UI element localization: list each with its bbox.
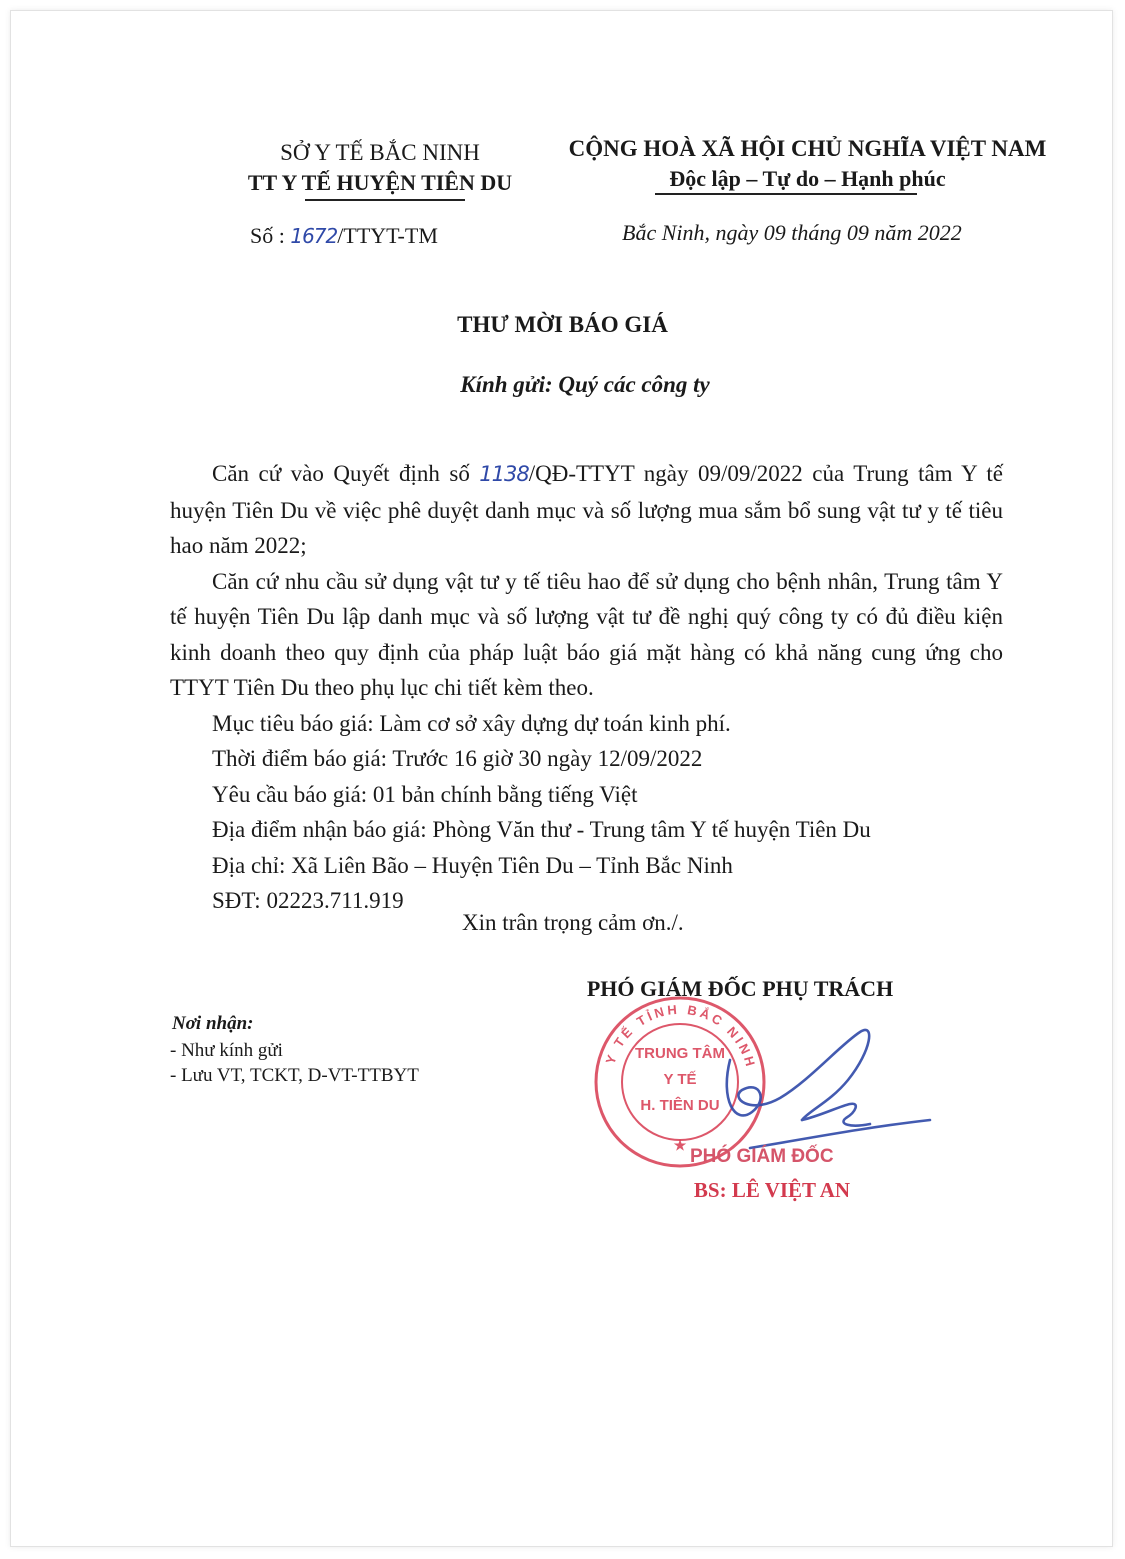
org-name: TT Y TẾ HUYỆN TIÊN DU xyxy=(247,170,513,195)
issuer-underline xyxy=(305,199,465,201)
decision-number-handwritten: 1138 xyxy=(479,462,529,486)
phone-line: SĐT: 02223.711.919 xyxy=(212,888,404,913)
seal-line-3: H. TIÊN DU xyxy=(640,1097,720,1114)
doc-number-handwritten: 1672 xyxy=(290,224,338,248)
issuer-block xyxy=(195,138,565,198)
p1-text-before: Căn cứ vào Quyết định số xyxy=(212,461,480,486)
signer-name: BS: LÊ VIỆT AN xyxy=(693,1178,851,1202)
recipient-item: - Lưu VT, TCKT, D-VT-TTBYT xyxy=(170,1065,419,1086)
seal-line-2: Y TẾ xyxy=(663,1071,697,1088)
paragraph-1 xyxy=(170,456,1003,564)
org-parent: SỞ Y TẾ BẮC NINH xyxy=(280,140,480,165)
country-name: CỘNG HOÀ XÃ HỘI CHỦ NGHĨA VIỆT NAM xyxy=(568,136,1047,161)
doc-number-prefix: Số : xyxy=(250,223,291,248)
closing-line: Xin trân trọng cảm ơn./. xyxy=(462,910,684,935)
list-item: Thời điểm báo giá: Trước 16 giờ 30 ngày 12/09/2022 xyxy=(212,746,703,771)
list-item: Địa điểm nhận báo giá: Phòng Văn thư - Trung tâm Y tế huyện Tiên Du xyxy=(212,817,871,842)
place-date: Bắc Ninh, ngày 09 tháng 09 năm 2022 xyxy=(622,220,962,245)
seal-line-1: TRUNG TÂM xyxy=(635,1045,725,1062)
doc-number-suffix: /TTYT-TM xyxy=(337,223,438,248)
motto: Độc lập – Tự do – Hạnh phúc xyxy=(669,166,946,191)
p1-text-after: /QĐ-TTYT ngày 09/09/2022 của Trung tâm Y tế huyện Tiên Du về việc phê duyệt danh mục và số lượng mua sắm bổ sung vật tư y tế tiêu hao năm 2022; xyxy=(170,461,1003,558)
paragraph-2: Căn cứ nhu cầu sử dụng vật tư y tế tiêu hao để sử dụng cho bệnh nhân, Trung tâm Y tế huyện Tiên Du lập danh mục và số lượng vật tư đề nghị quý công ty có đủ điều kiện kinh doanh theo quy định của pháp luật báo giá mặt hàng có khả năng cung ứng cho TTYT Tiên Du theo phụ lục chi tiết kèm theo. xyxy=(170,568,1003,700)
svg-text:★: ★ xyxy=(673,1137,687,1153)
document-title: THƯ MỜI BÁO GIÁ xyxy=(457,312,668,337)
recipient-item: - Như kính gửi xyxy=(170,1040,283,1061)
list-item: Yêu cầu báo giá: 01 bản chính bằng tiếng Việt xyxy=(212,781,638,807)
recipients-label: Nơi nhận: xyxy=(172,1013,254,1034)
document-body xyxy=(170,456,1003,919)
seal-ring-text: Y TẾ TỈNH BẮC NINH xyxy=(602,1001,759,1071)
list-item: Mục tiêu báo giá: Làm cơ sở xây dựng dự toán kinh phí. xyxy=(212,710,731,736)
signer-title: PHÓ GIÁM ĐỐC PHỤ TRÁCH xyxy=(586,976,894,1001)
document-number xyxy=(250,223,438,249)
motto-underline xyxy=(655,193,917,195)
national-header xyxy=(545,134,1070,194)
list-item: Địa chỉ: Xã Liên Bão – Huyện Tiên Du – Tỉnh Bắc Ninh xyxy=(212,852,733,878)
recipient-line: Kính gửi: Quý các công ty xyxy=(460,372,710,397)
signer-role: PHÓ GIÁM ĐỐC xyxy=(690,1146,834,1167)
